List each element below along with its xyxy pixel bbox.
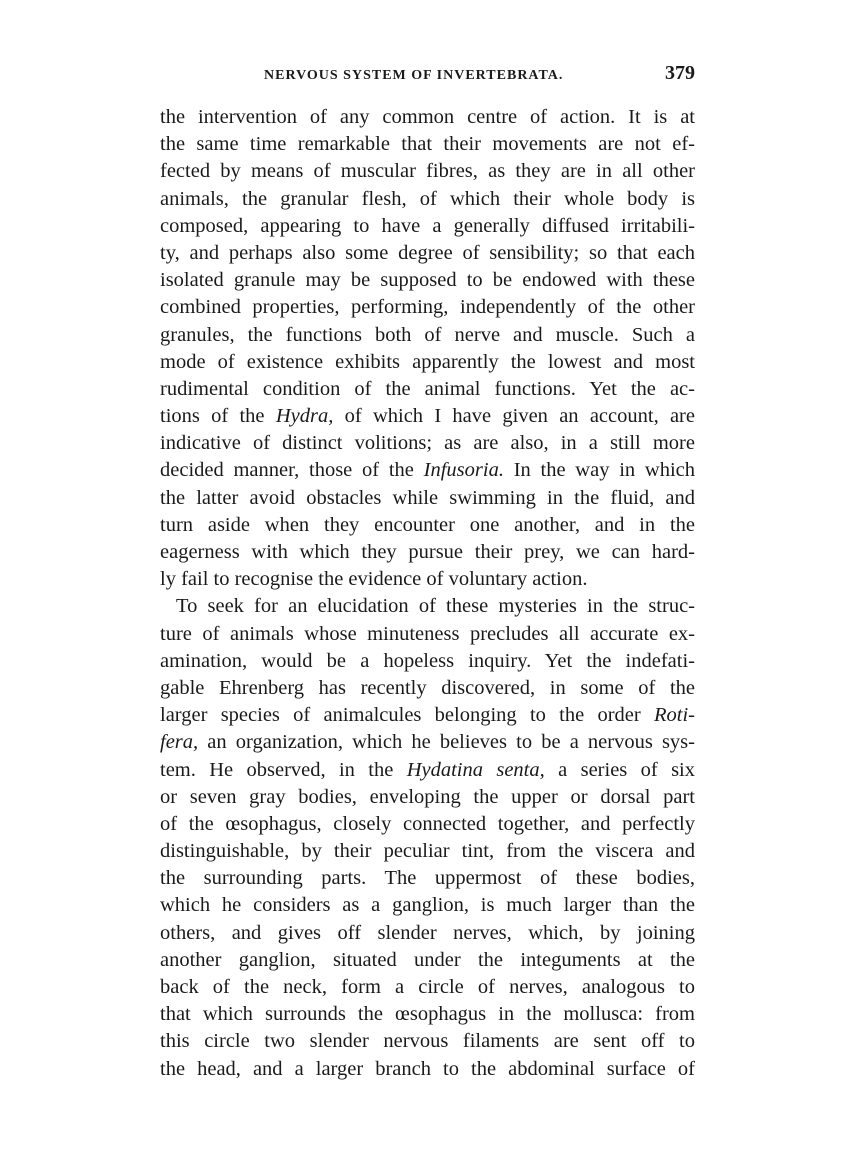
text-line: ty, and perhaps also some degree of sensibility; so that each xyxy=(160,241,695,264)
text-line: of the œsophagus, closely connected together, and perfectly xyxy=(160,812,695,835)
italic-term-rotifera: fera, xyxy=(160,731,199,754)
text-line xyxy=(160,757,695,784)
italic-term-infusoria: Infusoria. xyxy=(423,459,504,482)
text-line: which he considers as a ganglion, is much larger than the xyxy=(160,894,695,917)
text-run: an organization, which he believes to be a nervous sys- xyxy=(198,731,695,754)
text-line: combined properties, performing, independently of the other xyxy=(160,296,695,319)
text-run: larger species of animalcules belonging to the order xyxy=(160,704,654,727)
italic-term-hydra: Hydra, xyxy=(275,405,334,428)
text-line xyxy=(160,403,695,430)
text-line: indicative of distinct volitions; as are also, in a still more xyxy=(160,432,695,455)
text-line: ly fail to recognise the evidence of voluntary action. xyxy=(160,568,588,591)
text-line: isolated granule may be supposed to be endowed with these xyxy=(160,269,695,292)
body-text xyxy=(160,104,695,1083)
text-line: the same time remarkable that their movements are not ef- xyxy=(160,133,695,156)
text-line: To seek for an elucidation of these mysteries in the struc- xyxy=(176,595,695,618)
italic-term-hydatina-senta: Hydatina senta, xyxy=(406,758,545,781)
text-line: amination, would be a hopeless inquiry. Yet the indefati- xyxy=(160,649,695,672)
italic-term-rotifera: Roti- xyxy=(654,704,695,727)
text-run: decided manner, those of the xyxy=(160,459,424,482)
text-line xyxy=(160,457,695,484)
paragraph-2 xyxy=(160,593,695,1082)
text-line: composed, appearing to have a generally diffused irritabili- xyxy=(160,214,695,237)
text-line: turn aside when they encounter one another, and in the xyxy=(160,513,695,536)
text-line: back of the neck, form a circle of nerves, analogous to xyxy=(160,976,695,998)
text-line: another ganglion, situated under the integuments at the xyxy=(160,948,695,971)
text-line: or seven gray bodies, enveloping the upper or dorsal part xyxy=(160,785,695,808)
text-line xyxy=(160,702,695,729)
text-line: that which surrounds the œsophagus in the mollusca: from xyxy=(160,1003,695,1026)
text-line: the intervention of any common centre of action. It is at xyxy=(160,106,695,128)
text-line: rudimental condition of the animal functions. Yet the ac- xyxy=(160,377,695,400)
text-run: a series of six xyxy=(544,758,695,781)
text-run: of which I have given an account, are xyxy=(333,405,695,428)
text-run: tem. He observed, in the xyxy=(160,758,407,781)
text-line: the head, and a larger branch to the abdominal surface of xyxy=(160,1057,695,1080)
text-line: gable Ehrenberg has recently discovered, in some of the xyxy=(160,676,695,699)
text-run: In the way in which xyxy=(503,459,695,482)
text-line: this circle two slender nervous filaments are sent off to xyxy=(160,1030,695,1053)
text-line: animals, the granular flesh, of which their whole body is xyxy=(160,187,695,210)
text-line: the latter avoid obstacles while swimming in the fluid, and xyxy=(160,486,695,509)
text-run: tions of the xyxy=(160,405,276,428)
text-line: distinguishable, by their peculiar tint, from the viscera and xyxy=(160,840,695,863)
text-line: eagerness with which they pursue their prey, we can hard- xyxy=(160,541,695,563)
paragraph-1 xyxy=(160,104,695,593)
text-line xyxy=(160,729,695,756)
page-number: 379 xyxy=(665,62,695,84)
text-line: fected by means of muscular fibres, as they are in all other xyxy=(160,160,695,183)
page-header xyxy=(160,62,695,92)
text-line: others, and gives off slender nerves, which, by joining xyxy=(160,921,695,944)
text-line: ture of animals whose minuteness precludes all accurate ex- xyxy=(160,622,695,645)
running-title: NERVOUS SYSTEM OF INVERTEBRATA. xyxy=(264,68,564,83)
text-line: the surrounding parts. The uppermost of these bodies, xyxy=(160,867,695,890)
text-line: granules, the functions both of nerve and muscle. Such a xyxy=(160,323,695,346)
text-line: mode of existence exhibits apparently the lowest and most xyxy=(160,350,695,373)
